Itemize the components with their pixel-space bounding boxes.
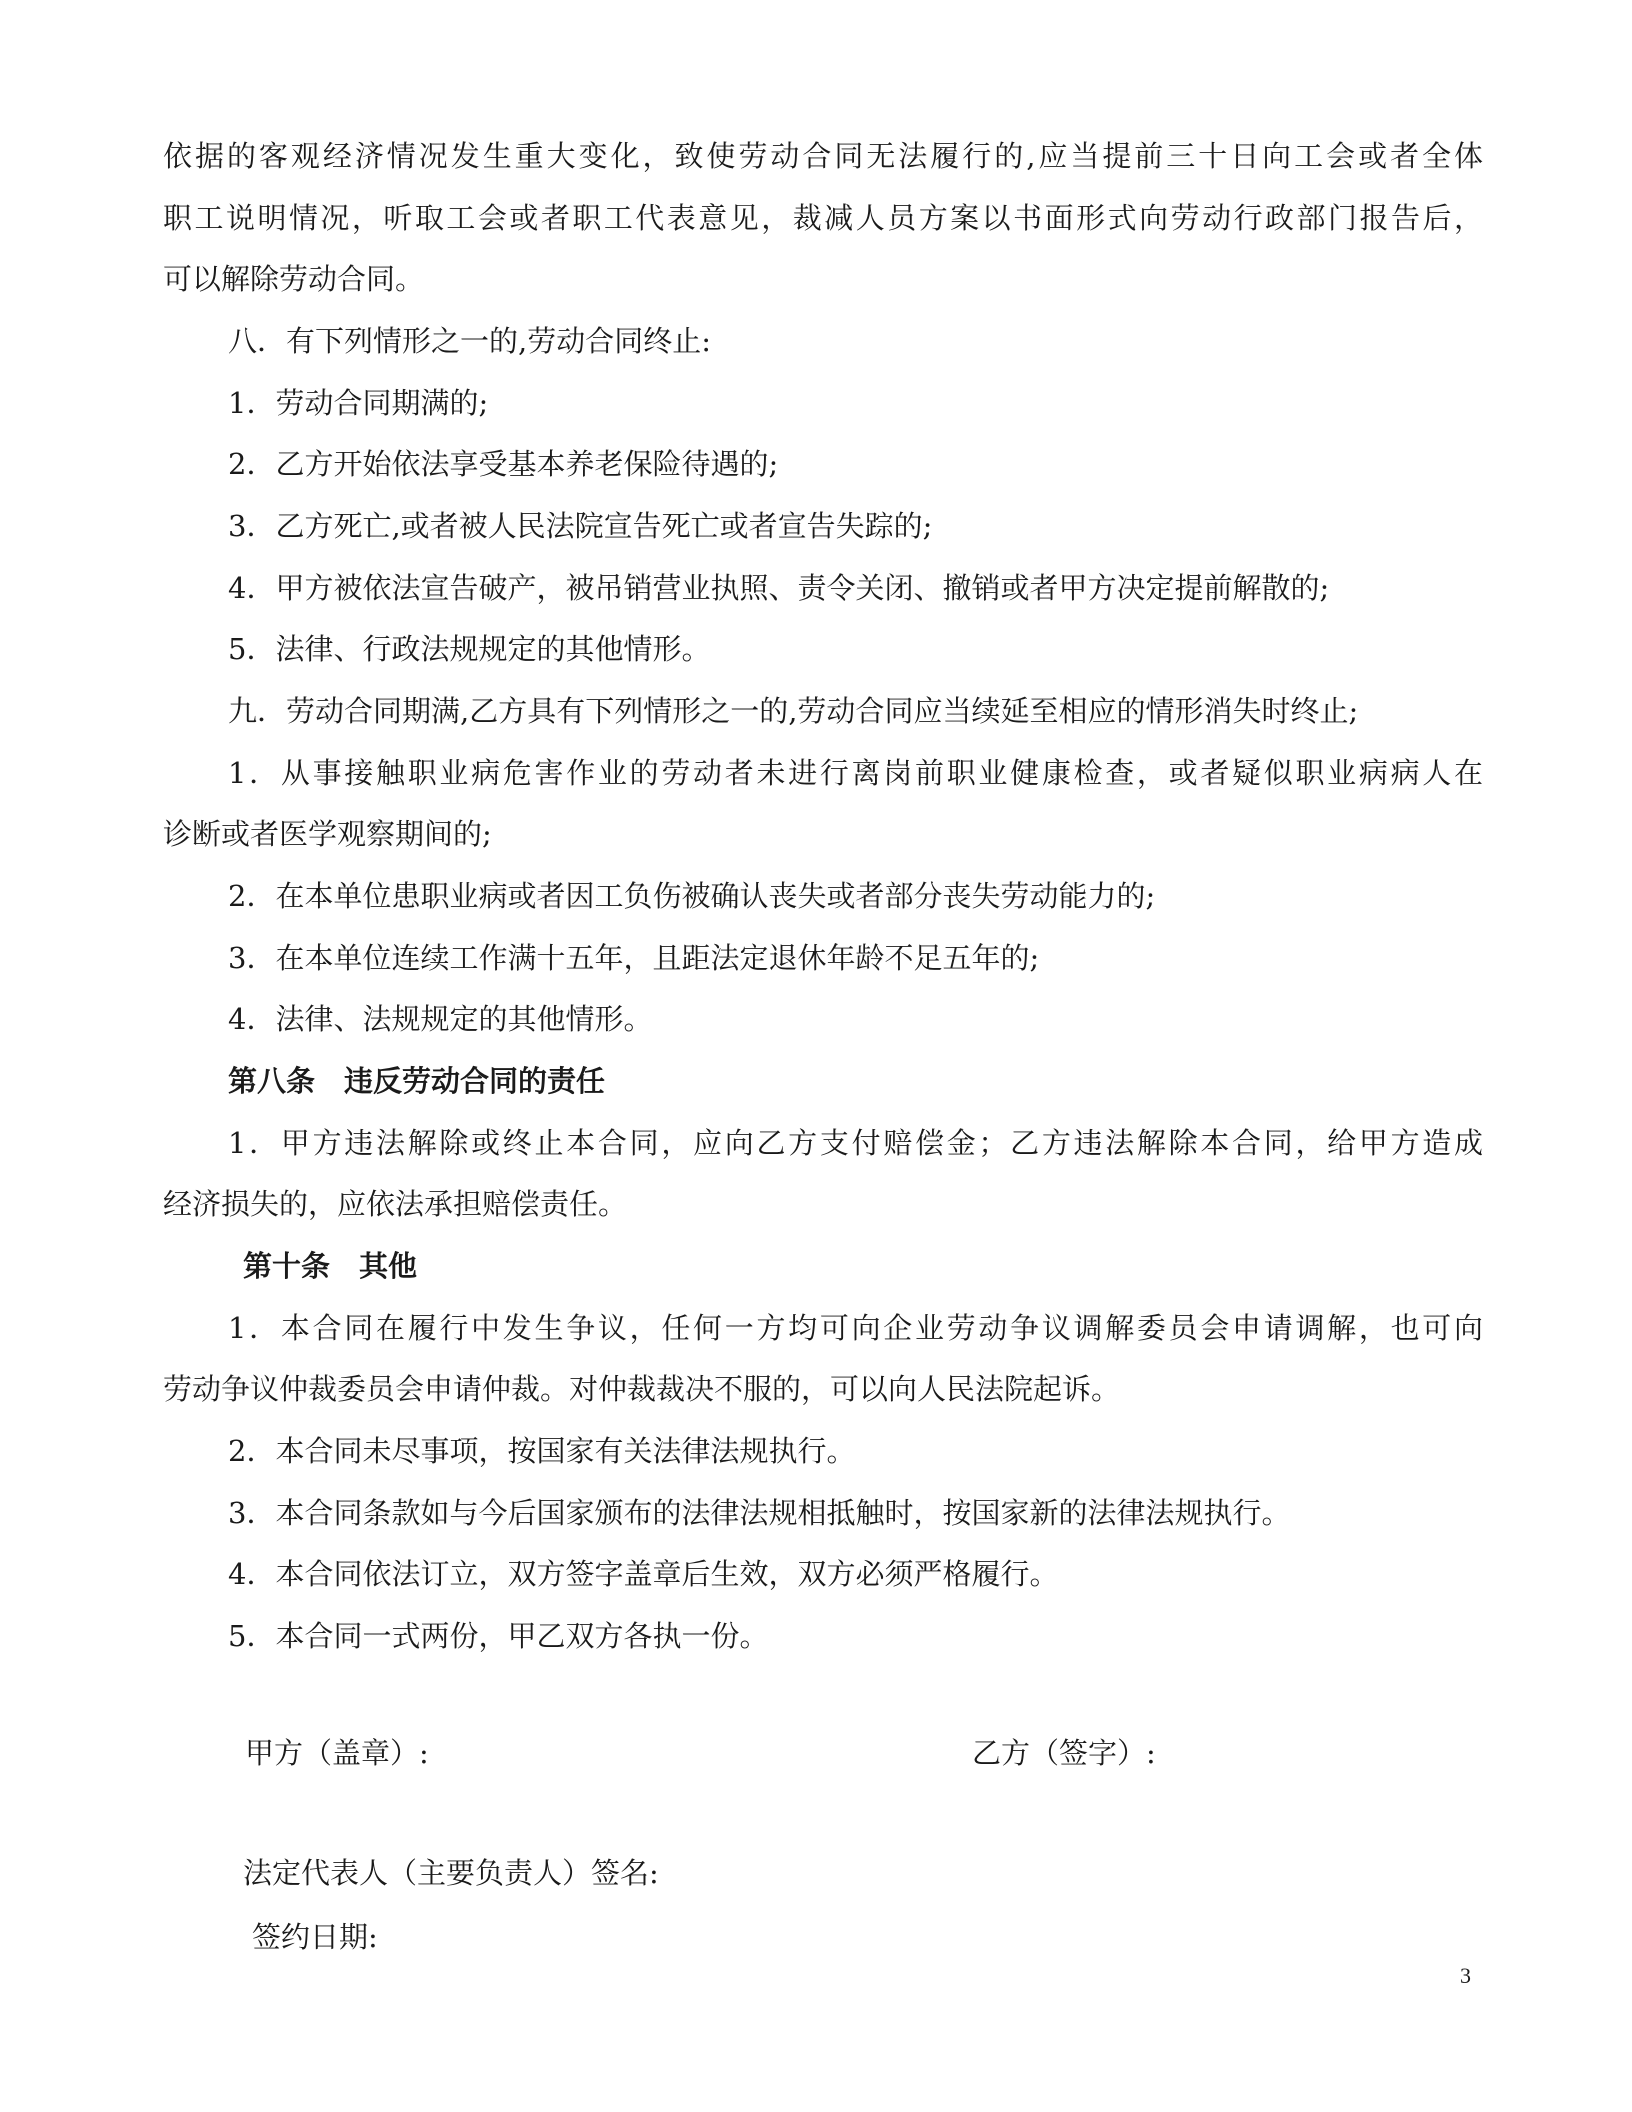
list-item: 1．劳动合同期满的;: [228, 386, 489, 420]
paragraph-line: 依据的客观经济情况发生重大变化，致使劳动合同无法履行的,应当提前三十日向工会或者全体: [163, 139, 1483, 173]
list-item: 1．甲方违法解除或终止本合同，应向乙方支付赔偿金；乙方违法解除本合同，给甲方造成: [228, 1126, 1483, 1160]
paragraph-line: 诊断或者医学观察期间的;: [163, 817, 492, 851]
section-heading-article-10: 第十条 其他: [243, 1249, 418, 1283]
paragraph-line: 经济损失的，应依法承担赔偿责任。: [163, 1187, 628, 1221]
legal-representative-signature-label: 法定代表人（主要负责人）签名:: [243, 1856, 659, 1890]
list-item: 3．本合同条款如与今后国家颁布的法律法规相抵触时，按国家新的法律法规执行。: [228, 1496, 1291, 1530]
signing-date-label: 签约日期:: [252, 1920, 378, 1954]
clause-eight: 八．有下列情形之一的,劳动合同终止:: [228, 324, 711, 358]
list-item: 1．从事接触职业病危害作业的劳动者未进行离岗前职业健康检查，或者疑似职业病病人在: [228, 756, 1483, 790]
paragraph-line: 劳动争议仲裁委员会申请仲裁。对仲裁裁决不服的，可以向人民法院起诉。: [163, 1372, 1121, 1406]
paragraph-line: 可以解除劳动合同。: [163, 262, 425, 296]
clause-nine: 九．劳动合同期满,乙方具有下列情形之一的,劳动合同应当续延至相应的情形消失时终止;: [228, 694, 1359, 728]
page-number: 3: [1460, 1963, 1471, 1988]
list-item: 3．在本单位连续工作满十五年，且距法定退休年龄不足五年的;: [228, 941, 1040, 975]
list-item: 1．本合同在履行中发生争议，任何一方均可向企业劳动争议调解委员会申请调解，也可向: [228, 1311, 1483, 1345]
list-item: 5．法律、行政法规规定的其他情形。: [228, 632, 711, 666]
list-item: 5．本合同一式两份，甲乙双方各执一份。: [228, 1619, 769, 1653]
list-item: 4．法律、法规规定的其他情形。: [228, 1002, 653, 1036]
list-item: 2．乙方开始依法享受基本养老保险待遇的;: [228, 447, 779, 481]
list-item: 3．乙方死亡,或者被人民法院宣告死亡或者宣告失踪的;: [228, 509, 933, 543]
list-item: 2．本合同未尽事项，按国家有关法律法规执行。: [228, 1434, 856, 1468]
section-heading-article-8: 第八条 违反劳动合同的责任: [228, 1064, 606, 1098]
list-item: 4．甲方被依法宣告破产，被吊销营业执照、责令关闭、撤销或者甲方决定提前解散的;: [228, 571, 1330, 605]
party-a-seal-label: 甲方（盖章）:: [245, 1736, 429, 1770]
list-item: 2．在本单位患职业病或者因工负伤被确认丧失或者部分丧失劳动能力的;: [228, 879, 1156, 913]
list-item: 4．本合同依法订立，双方签字盖章后生效，双方必须严格履行。: [228, 1557, 1059, 1591]
party-b-signature-label: 乙方（签字）:: [972, 1736, 1156, 1770]
paragraph-line: 职工说明情况，听取工会或者职工代表意见，裁减人员方案以书面形式向劳动行政部门报告后，: [163, 201, 1483, 235]
